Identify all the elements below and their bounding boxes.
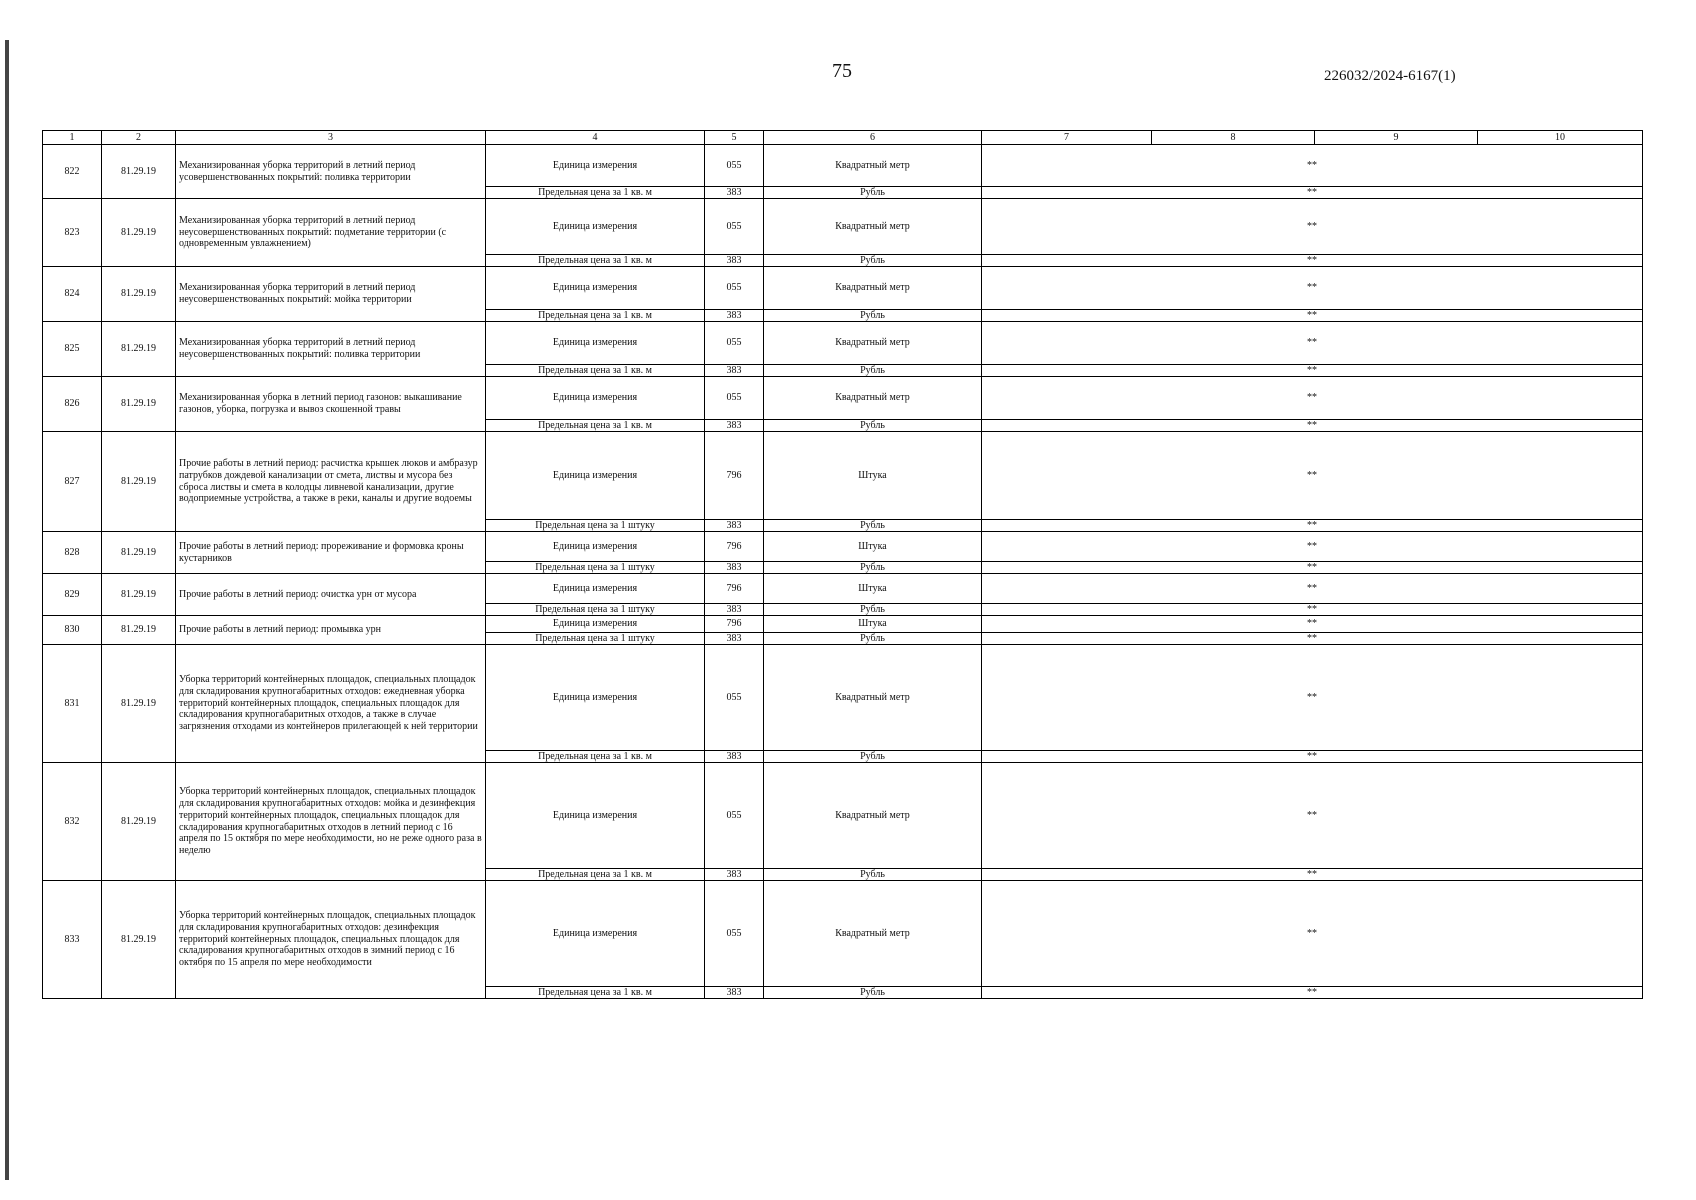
row-number: 826: [43, 377, 102, 432]
table-row: [43, 267, 1643, 310]
page-number: 75: [832, 60, 852, 82]
row-number: 832: [43, 763, 102, 881]
document-id: 226032/2024-6167(1): [1324, 68, 1456, 84]
row-number: 825: [43, 322, 102, 377]
unit-code: 796: [705, 532, 764, 562]
row-number: 823: [43, 199, 102, 267]
table-row: [43, 763, 1643, 869]
okpd-code: 81.29.19: [102, 377, 176, 432]
service-name: Прочие работы в летний период: промывка урн: [176, 616, 486, 645]
limit-price-code: 383: [705, 255, 764, 267]
unit-label: Единица измерения: [486, 377, 705, 420]
unit-value: **: [982, 645, 1643, 751]
limit-price-value: **: [982, 604, 1643, 616]
okpd-code: 81.29.19: [102, 267, 176, 322]
okpd-code: 81.29.19: [102, 199, 176, 267]
limit-price-value: **: [982, 869, 1643, 881]
limit-price-value: **: [982, 310, 1643, 322]
limit-price-currency: Рубль: [764, 751, 982, 763]
limit-price-code: 383: [705, 633, 764, 645]
okpd-code: 81.29.19: [102, 763, 176, 881]
limit-price-code: 383: [705, 520, 764, 532]
column-header: 9: [1315, 131, 1478, 145]
column-header-row: [43, 131, 1643, 145]
table-row: [43, 432, 1643, 520]
limit-price-currency: Рубль: [764, 987, 982, 999]
column-header: 1: [43, 131, 102, 145]
unit-value: **: [982, 145, 1643, 187]
table-row: [43, 532, 1643, 562]
unit-label: Единица измерения: [486, 267, 705, 310]
limit-price-code: 383: [705, 420, 764, 432]
limit-price-value: **: [982, 255, 1643, 267]
service-name: Уборка территорий контейнерных площадок, специальных площадок для складирования крупногабаритных отходов: ежедневная уборка территорий контейнерных площадок, специальных площадок для складирования крупногабаритных отходов, а также в случае загрязнения отходами из контейнеров прилегающей к ней территории: [176, 645, 486, 763]
column-header: 8: [1152, 131, 1315, 145]
table-row: [43, 574, 1643, 604]
limit-price-currency: Рубль: [764, 604, 982, 616]
column-header: 6: [764, 131, 982, 145]
limit-price-label: Предельная цена за 1 штуку: [486, 520, 705, 532]
limit-price-value: **: [982, 520, 1643, 532]
unit-code: 055: [705, 881, 764, 987]
limit-price-label: Предельная цена за 1 кв. м: [486, 420, 705, 432]
unit-name: Квадратный метр: [764, 145, 982, 187]
okpd-code: 81.29.19: [102, 881, 176, 999]
unit-label: Единица измерения: [486, 145, 705, 187]
unit-code: 055: [705, 322, 764, 365]
limit-price-currency: Рубль: [764, 869, 982, 881]
unit-name: Квадратный метр: [764, 645, 982, 751]
unit-name: Штука: [764, 616, 982, 633]
unit-label: Единица измерения: [486, 199, 705, 255]
limit-price-currency: Рубль: [764, 365, 982, 377]
service-name: Уборка территорий контейнерных площадок, специальных площадок для складирования крупногабаритных отходов: дезинфекция территорий контейнерных площадок, специальных площадок для складирования крупногабаритных отходов в зимний период с 16 октября по 15 апреля по мере необходимости: [176, 881, 486, 999]
limit-price-code: 383: [705, 365, 764, 377]
unit-value: **: [982, 881, 1643, 987]
okpd-code: 81.29.19: [102, 322, 176, 377]
unit-code: 055: [705, 199, 764, 255]
unit-name: Квадратный метр: [764, 763, 982, 869]
unit-label: Единица измерения: [486, 432, 705, 520]
okpd-code: 81.29.19: [102, 432, 176, 532]
table-row: [43, 377, 1643, 420]
limit-price-code: 383: [705, 604, 764, 616]
unit-value: **: [982, 532, 1643, 562]
service-name: Прочие работы в летний период: расчистка крышек люков и амбразур патрубков дождевой канализации от смета, листвы и мусора без сброса листвы и смета в колодцы ливневой канализации, другие водоприемные устройства, а также в реки, каналы и другие водоемы: [176, 432, 486, 532]
column-header: 7: [982, 131, 1152, 145]
limit-price-currency: Рубль: [764, 633, 982, 645]
unit-code: 796: [705, 616, 764, 633]
unit-value: **: [982, 616, 1643, 633]
price-table: [42, 130, 1643, 999]
okpd-code: 81.29.19: [102, 145, 176, 199]
unit-value: **: [982, 574, 1643, 604]
table-row: [43, 199, 1643, 255]
unit-label: Единица измерения: [486, 574, 705, 604]
limit-price-currency: Рубль: [764, 187, 982, 199]
unit-code: 796: [705, 574, 764, 604]
unit-value: **: [982, 763, 1643, 869]
okpd-code: 81.29.19: [102, 645, 176, 763]
limit-price-value: **: [982, 365, 1643, 377]
unit-value: **: [982, 377, 1643, 420]
table-row: [43, 616, 1643, 633]
unit-label: Единица измерения: [486, 881, 705, 987]
row-number: 830: [43, 616, 102, 645]
unit-name: Штука: [764, 532, 982, 562]
row-number: 822: [43, 145, 102, 199]
limit-price-value: **: [982, 751, 1643, 763]
limit-price-value: **: [982, 987, 1643, 999]
unit-name: Квадратный метр: [764, 267, 982, 310]
limit-price-currency: Рубль: [764, 420, 982, 432]
unit-name: Штука: [764, 574, 982, 604]
limit-price-code: 383: [705, 987, 764, 999]
row-number: 833: [43, 881, 102, 999]
unit-value: **: [982, 199, 1643, 255]
unit-value: **: [982, 322, 1643, 365]
limit-price-value: **: [982, 420, 1643, 432]
scan-edge-mark: [5, 40, 9, 1180]
okpd-code: 81.29.19: [102, 616, 176, 645]
row-number: 831: [43, 645, 102, 763]
limit-price-label: Предельная цена за 1 кв. м: [486, 187, 705, 199]
unit-name: Квадратный метр: [764, 377, 982, 420]
limit-price-value: **: [982, 562, 1643, 574]
limit-price-value: **: [982, 633, 1643, 645]
limit-price-label: Предельная цена за 1 кв. м: [486, 869, 705, 881]
service-name: Механизированная уборка территорий в летний период усовершенствованных покрытий: поливка территории: [176, 145, 486, 199]
column-header: 10: [1478, 131, 1643, 145]
okpd-code: 81.29.19: [102, 574, 176, 616]
limit-price-label: Предельная цена за 1 штуку: [486, 604, 705, 616]
limit-price-code: 383: [705, 187, 764, 199]
unit-code: 055: [705, 645, 764, 751]
unit-code: 055: [705, 145, 764, 187]
column-header: 2: [102, 131, 176, 145]
table-row: [43, 645, 1643, 751]
limit-price-code: 383: [705, 751, 764, 763]
unit-value: **: [982, 267, 1643, 310]
unit-code: 055: [705, 763, 764, 869]
row-number: 828: [43, 532, 102, 574]
limit-price-currency: Рубль: [764, 310, 982, 322]
service-name: Механизированная уборка территорий в летний период неусовершенствованных покрытий: мойка территории: [176, 267, 486, 322]
table-row: [43, 881, 1643, 987]
row-number: 827: [43, 432, 102, 532]
limit-price-code: 383: [705, 562, 764, 574]
service-name: Прочие работы в летний период: прореживание и формовка кроны кустарников: [176, 532, 486, 574]
limit-price-label: Предельная цена за 1 кв. м: [486, 987, 705, 999]
unit-value: **: [982, 432, 1643, 520]
service-name: Прочие работы в летний период: очистка урн от мусора: [176, 574, 486, 616]
unit-code: 796: [705, 432, 764, 520]
limit-price-label: Предельная цена за 1 кв. м: [486, 751, 705, 763]
service-name: Механизированная уборка в летний период газонов: выкашивание газонов, уборка, погрузка и вывоз скошенной травы: [176, 377, 486, 432]
limit-price-value: **: [982, 187, 1643, 199]
limit-price-label: Предельная цена за 1 штуку: [486, 633, 705, 645]
service-name: Уборка территорий контейнерных площадок, специальных площадок для складирования крупногабаритных отходов: мойка и дезинфекция территорий контейнерных площадок, специальных площадок для складирования крупногабаритных отходов в летний период с 16 апреля по 15 октября по мере необходимости, но не реже одного раза в неделю: [176, 763, 486, 881]
unit-name: Квадратный метр: [764, 881, 982, 987]
limit-price-currency: Рубль: [764, 520, 982, 532]
unit-label: Единица измерения: [486, 763, 705, 869]
okpd-code: 81.29.19: [102, 532, 176, 574]
table-body: [43, 145, 1643, 999]
unit-code: 055: [705, 267, 764, 310]
unit-label: Единица измерения: [486, 616, 705, 633]
unit-label: Единица измерения: [486, 532, 705, 562]
service-name: Механизированная уборка территорий в летний период неусовершенствованных покрытий: поливка территории: [176, 322, 486, 377]
service-name: Механизированная уборка территорий в летний период неусовершенствованных покрытий: подметание территории (с одновременным увлажнением): [176, 199, 486, 267]
column-header: 5: [705, 131, 764, 145]
limit-price-label: Предельная цена за 1 кв. м: [486, 310, 705, 322]
unit-name: Квадратный метр: [764, 322, 982, 365]
limit-price-currency: Рубль: [764, 255, 982, 267]
limit-price-label: Предельная цена за 1 кв. м: [486, 365, 705, 377]
unit-code: 055: [705, 377, 764, 420]
limit-price-label: Предельная цена за 1 штуку: [486, 562, 705, 574]
unit-name: Штука: [764, 432, 982, 520]
unit-label: Единица измерения: [486, 645, 705, 751]
row-number: 824: [43, 267, 102, 322]
row-number: 829: [43, 574, 102, 616]
column-header: 4: [486, 131, 705, 145]
limit-price-code: 383: [705, 869, 764, 881]
limit-price-currency: Рубль: [764, 562, 982, 574]
limit-price-code: 383: [705, 310, 764, 322]
table-row: [43, 322, 1643, 365]
limit-price-label: Предельная цена за 1 кв. м: [486, 255, 705, 267]
table-row: [43, 145, 1643, 187]
unit-name: Квадратный метр: [764, 199, 982, 255]
column-header: 3: [176, 131, 486, 145]
unit-label: Единица измерения: [486, 322, 705, 365]
